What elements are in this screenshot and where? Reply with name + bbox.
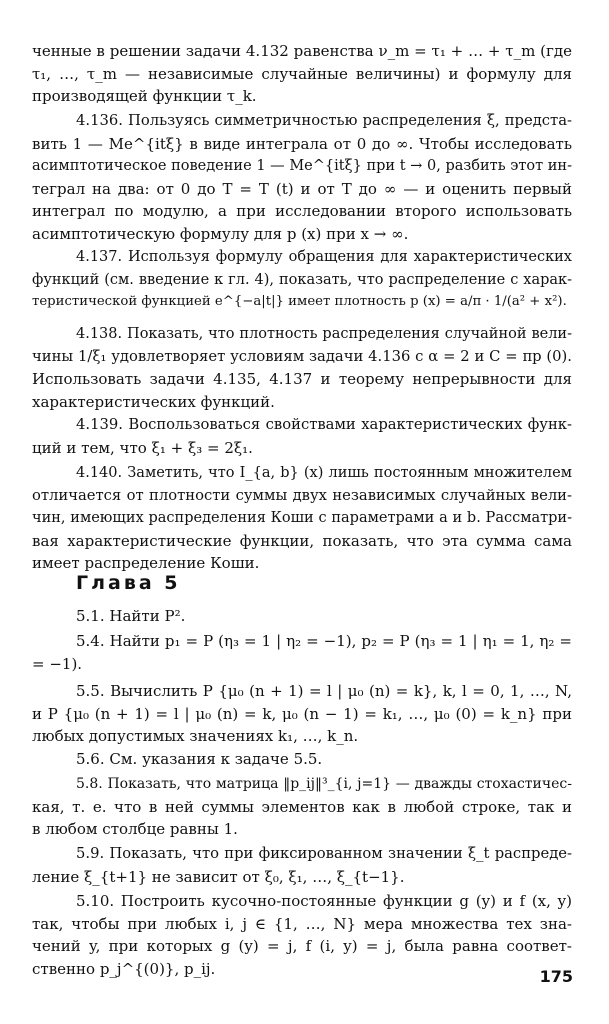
paragraph-5-5 [32, 680, 572, 748]
text-line: функций (см. введение к гл. 4), показать, что распределение с харак- [32, 271, 572, 288]
paragraph-continuation [32, 40, 572, 108]
text-line: асимптотическую формулу для p (x) при x → ∞. [32, 224, 409, 243]
text-line: так, чтобы при любых i, j ∈ {1, …, N} мера множества тех зна- [32, 914, 572, 933]
text-line: в любом столбце равны 1. [32, 820, 238, 839]
text-line: 5.6. См. указания к задаче 5.5. [76, 750, 323, 768]
text-line: 5.1. Найти P². [76, 607, 186, 625]
text-line: и P {μ₀ (n + 1) = l | μ₀ (n) = k, μ₀ (n − 1) = k₁, …, μ₀ (0) = k_n} при [32, 704, 572, 723]
paragraph-5-10 [32, 890, 572, 980]
text-line: 4.136. Пользуясь симметричностью распределения ξ, предста- [76, 112, 572, 129]
chapter-title: Глава 5 [76, 572, 181, 594]
paragraph-4-138 [32, 323, 572, 413]
text-line: 5.8. Показать, что матрица ‖p_ij‖³_{i, j=1} — дважды стохастичес- [76, 776, 572, 792]
text-line: τ₁, …, τ_m — независимые случайные величины) и формулу для [32, 64, 572, 83]
text-line: любых допустимых значениях k₁, …, k_n. [32, 727, 359, 746]
text-line: 4.138. Показать, что плотность распределения случайной вели- [76, 326, 572, 342]
text-line: вая характеристические функции, показать, что эта сумма сама [32, 531, 572, 550]
text-line: асимптотическое поведение 1 — Me^{itξ} при t → 0, разбить этот ин- [32, 158, 572, 175]
text-line: чины 1/ξ₁ удовлетворяет условиям задачи 4.136 с α = 2 и C = πp (0). [32, 347, 572, 365]
text-line: чений y, при которых g (y) = j, f (i, y) = j, была равна соответ- [32, 937, 572, 956]
text-line: интеграл по модулю, а при исследовании второго использовать [32, 202, 572, 221]
text-line: 4.139. Воспользоваться свойствами характеристических функ- [76, 416, 572, 433]
text-line: 5.5. Вычислить P {μ₀ (n + 1) = l | μ₀ (n) = k}, k, l = 0, 1, …, N, [76, 682, 572, 700]
paragraph-4-136 [32, 110, 572, 246]
text-line: ций и тем, что ξ₁ + ξ₃ = 2ξ₁. [32, 438, 253, 457]
text-line: отличается от плотности суммы двух независимых случайных вели- [32, 486, 572, 504]
text-line: кая, т. е. что в ней суммы элементов как в любой строке, так и [32, 797, 572, 816]
text-line: теграл на два: от 0 до T = T (t) и от T до ∞ — и оценить первый [32, 179, 572, 198]
paragraph-4-140 [32, 462, 572, 575]
paragraph-5-9 [32, 843, 572, 888]
text-line: чин, имеющих распределения Коши с параметрами a и b. Рассматри- [32, 510, 572, 527]
text-line: 5.9. Показать, что при фиксированном значении ξ_t распреде- [76, 845, 572, 862]
paragraph-5-4 [32, 630, 572, 675]
text-line: 5.4. Найти p₁ = P (η₃ = 1 | η₂ = −1), p₂ = P (η₃ = 1 | η₁ = 1, η₂ = [76, 632, 572, 650]
text-line: ственно p_j^{(0)}, p_ij. [32, 959, 216, 978]
paragraph-5-1 [32, 605, 572, 628]
text-line: производящей функции τ_k. [32, 87, 257, 106]
paragraph-4-137 [32, 246, 572, 314]
page-number: 175 [539, 967, 573, 986]
text-line: 5.10. Построить кусочно-постоянные функции g (y) и f (x, y) [76, 892, 572, 910]
text-line: характеристических функций. [32, 392, 275, 411]
text-line: Использовать задачи 4.135, 4.137 и теорему непрерывности для [32, 370, 572, 389]
text-line: имеет распределение Коши. [32, 554, 260, 573]
text-line: 4.137. Используя формулу обращения для характеристических [76, 249, 572, 265]
text-line: ченные в решении задачи 4.132 равенства ν_m = τ₁ + … + τ_m (где [32, 42, 572, 60]
text-line: вить 1 — Me^{itξ} в виде интеграла от 0 до ∞. Чтобы исследовать [32, 134, 572, 153]
paragraph-4-139 [32, 414, 572, 459]
paragraph-5-6 [32, 748, 572, 771]
text-line: теристической функцией e^{−a|t|} имеет плотность p (x) = a/π · 1/(a² + x²). [32, 294, 567, 310]
text-line: 4.140. Заметить, что I_{a, b} (x) лишь постоянным множителем [76, 465, 572, 481]
text-line: ление ξ_{t+1} не зависит от ξ₀, ξ₁, …, ξ_{t−1}. [32, 867, 405, 886]
paragraph-5-8 [32, 773, 572, 841]
text-line: = −1). [32, 654, 83, 673]
